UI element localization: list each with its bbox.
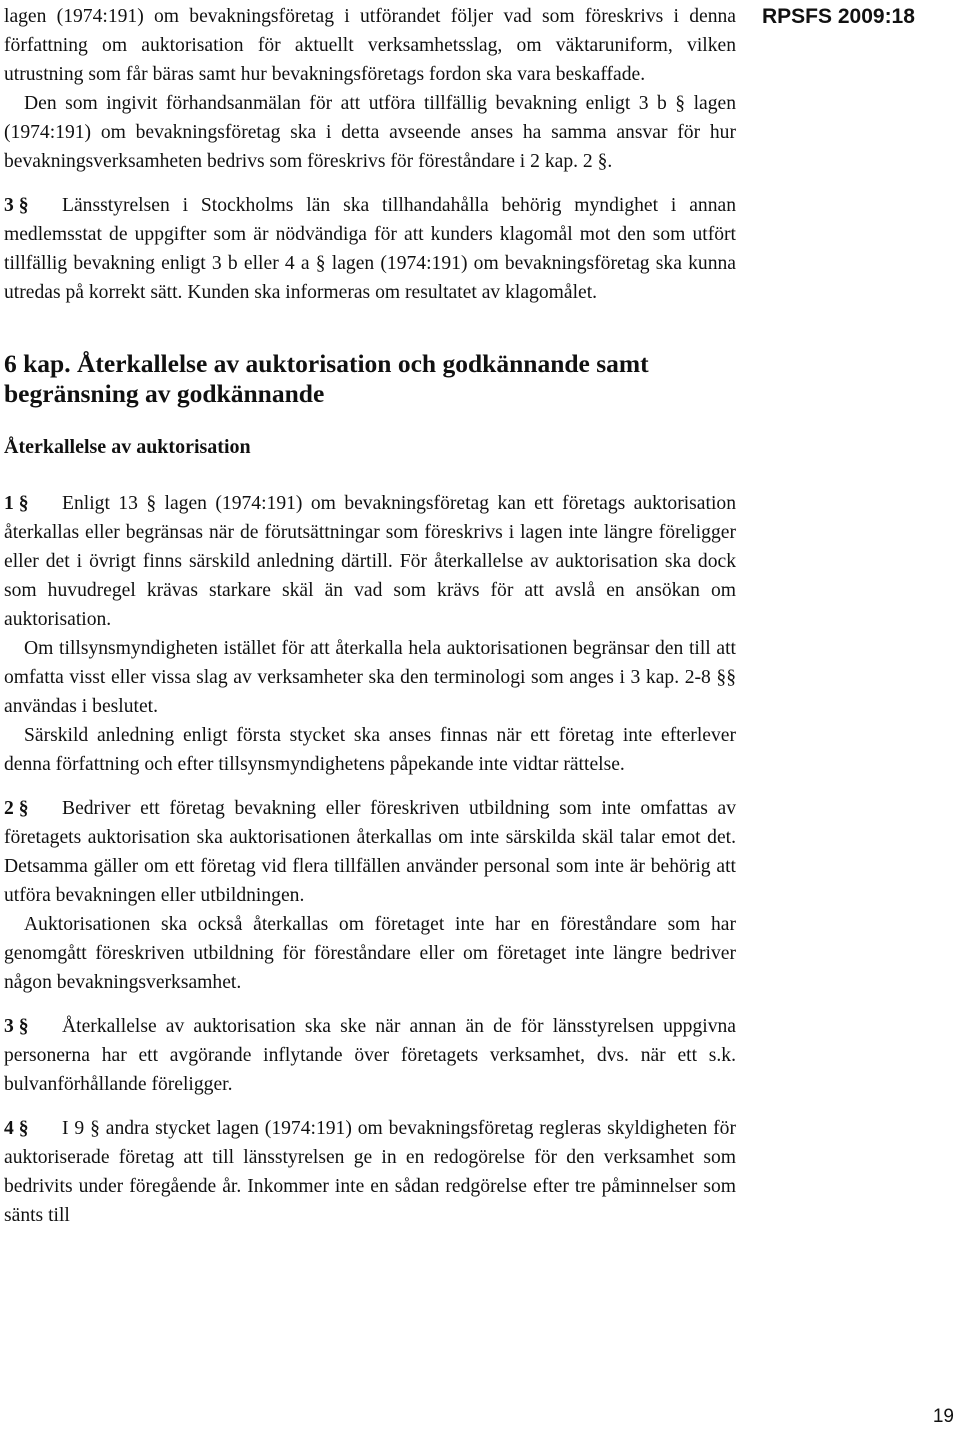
intro-paragraph: lagen (1974:191) om bevakningsföretag i utförandet följer vad som föreskrivs i denna författning om auktorisation för aktuellt verksamhetsslag, om väktaruniform, vilken utrustning som får bäras samt hur bevakningsföretags fordon ska vara beskaffade. (4, 6, 736, 85)
chapter-heading: 6 kap. Återkallelse av auktorisation och godkännande samt begränsning av godkännande (4, 349, 649, 408)
document-body (4, 2, 736, 1230)
section-number: 2 § (4, 798, 29, 819)
section-text: I 9 § andra stycket lagen (1974:191) om bevakningsföretag regleras skyldigheten för auktoriserade företag att till länsstyrelsen ge in en redogörelse för den verksamhet som bedrivits under föregående år. Inkommer inte en sådan redgörelse efter tre påminnelser som sänts till (4, 1118, 736, 1226)
section-number: 3 § (4, 1016, 29, 1037)
section-paragraph: Auktorisationen ska också återkallas om företaget inte har en föreståndare som har genomgått föreskriven utbildning för föreståndare eller om företaget inte längre bedriver någon bevakningsverksamhet. (4, 914, 736, 993)
section-3 (4, 191, 736, 307)
section-text: Länsstyrelsen i Stockholms län ska tillhandahålla behörig myndighet i annan medlemsstat de uppgifter som är nödvändiga för att kunders klagomål mot den som utfört tillfällig bevakning enligt 3 b eller 4 a § lagen (1974:191) om bevakningsföretag ska kunna utredas på korrekt sätt. Kunden ska informeras om resultatet av klagomålet. (4, 195, 736, 303)
document-code: RPSFS 2009:18 (762, 5, 915, 28)
section-3b (4, 1012, 736, 1099)
intro-paragraph: Den som ingivit förhandsanmälan för att utföra tillfällig bevakning enligt 3 b § lagen (1974:191) om bevakningsföretag ska i detta avseende anses ha samma ansvar för hur bevakningsverksamheten bedrivs som föreskrivs för föreståndare i 2 kap. 2 §. (4, 93, 736, 172)
section-paragraph: Om tillsynsmyndigheten istället för att återkalla hela auktorisationen begränsar den till att omfatta visst eller vissa slag av verksamheter ska den terminologi som anges i 3 kap. 2-8 §§ användas i beslutet. (4, 638, 736, 717)
section-number: 1 § (4, 493, 29, 514)
section-text: Enligt 13 § lagen (1974:191) om bevakningsföretag kan ett företags auktorisation återkallas eller begränsas när de förutsättningar som föreskrivs i lagen inte längre föreligger eller det i övrigt finns särskild anledning därtill. För återkallelse av auktorisation ska dock som huvudregel krävas starkare skäl än vad som krävs för att avslå en ansökan om auktorisation. (4, 493, 736, 630)
section-paragraph: Särskild anledning enligt första stycket ska anses finnas när ett företag inte efterlever denna författning och efter tillsynsmyndighetens påpekande inte vidtar rättelse. (4, 725, 736, 775)
section-text: Återkallelse av auktorisation ska ske när annan än de för länsstyrelsen uppgivna personerna har ett avgörande inflytande över företagets verksamhet, dvs. när ett s.k. bulvanförhållande föreligger. (4, 1016, 736, 1095)
section-text: Bedriver ett företag bevakning eller föreskriven utbildning som inte omfattas av företagets auktorisation ska auktorisationen återkallas om inte särskilda skäl talar emot det. Detsamma gäller om ett företag vid flera tillfällen använder personal som inte är behörig att utföra bevakningen eller utbildningen. (4, 798, 736, 906)
subheading: Återkallelse av auktorisation (4, 436, 251, 458)
section-4 (4, 1114, 736, 1230)
section-number: 4 § (4, 1118, 29, 1139)
section-2 (4, 794, 736, 910)
page-number: 19 (932, 1406, 954, 1427)
section-1 (4, 489, 736, 634)
section-number: 3 § (4, 195, 29, 216)
